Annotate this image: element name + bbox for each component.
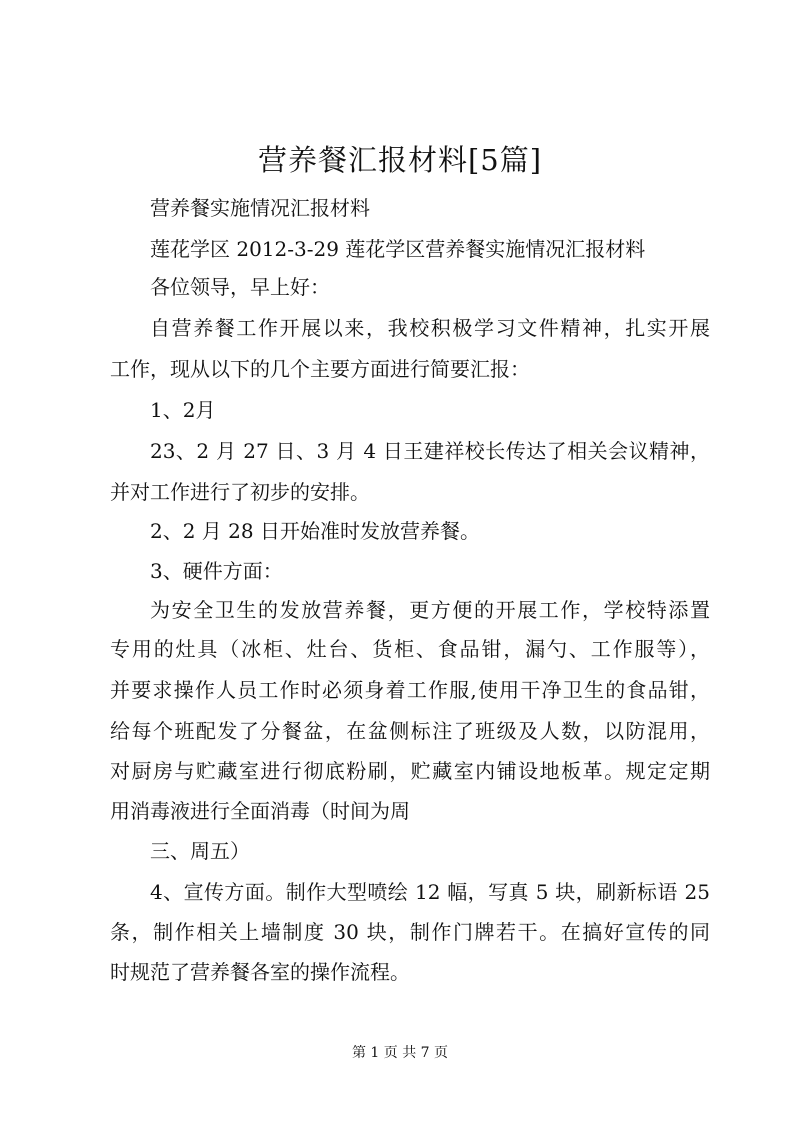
paragraph-line: 为安全卫生的发放营养餐，更方便的开展工作，学校特添置 [150, 598, 710, 622]
paragraph-line: 自营养餐工作开展以来，我校积极学习文件精神，扎实开展 [150, 316, 710, 340]
paragraph-line: 工作，现从以下的几个主要方面进行简要汇报： [110, 357, 530, 381]
paragraph-line: 条，制作相关上墙制度 30 块，制作门牌若干。在搞好宣传的同 [110, 920, 710, 944]
paragraph-line: 专用的灶具（冰柜、灶台、货柜、食品钳，漏勺、工作服等）， [110, 637, 710, 661]
paragraph-line: 23、2 月 27 日、3 月 4 日王建祥校长传达了相关会议精神， [150, 439, 710, 463]
document-title: 营养餐汇报材料[5篇] [257, 143, 543, 177]
paragraph-line: 时规范了营养餐各室的操作流程。 [110, 960, 410, 984]
paragraph-line: 3、硬件方面： [150, 559, 283, 583]
paragraph-line: 给每个班配发了分餐盆，在盆侧标注了班级及人数，以防混用， [110, 719, 710, 743]
paragraph-line: 1、2月 [150, 398, 216, 422]
paragraph-line: 用消毒液进行全面消毒（时间为周 [110, 799, 410, 823]
paragraph-line: 2、2 月 28 日开始准时发放营养餐。 [150, 519, 480, 543]
paragraph-line: 并要求操作人员工作时必须身着工作服,使用干净卫生的食品钳， [110, 678, 710, 702]
paragraph-line: 并对工作进行了初步的安排。 [110, 480, 370, 504]
page-footer: 第 1 页 共 7 页 [351, 1045, 449, 1061]
paragraph-line: 对厨房与贮藏室进行彻底粉刷，贮藏室内铺设地板革。规定定期 [110, 759, 710, 783]
paragraph-line: 营养餐实施情况汇报材料 [150, 196, 370, 220]
paragraph-line: 三、周五） [150, 839, 250, 863]
paragraph-line: 4、宣传方面。制作大型喷绘 12 幅，写真 5 块，刷新标语 25 [150, 880, 710, 904]
paragraph-line: 各位领导，早上好： [150, 275, 330, 299]
paragraph-line: 莲花学区 2012-3-29 莲花学区营养餐实施情况汇报材料 [150, 237, 646, 261]
